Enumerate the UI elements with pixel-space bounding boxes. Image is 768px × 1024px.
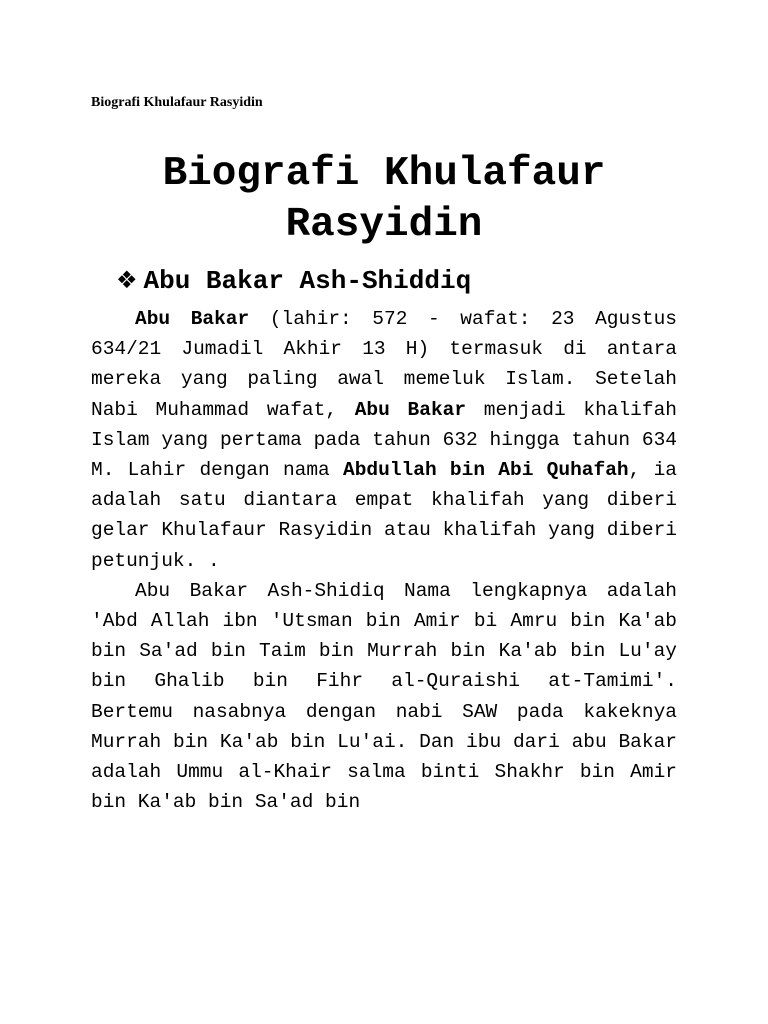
document-title: Biografi Khulafaur Rasyidin [162,151,606,248]
bold-name-abu-bakar: Abu Bakar [135,308,250,330]
body-text [91,304,677,817]
paragraph-1-text-b: menjadi khalifah Islam yang pertama pada tahun 632 hingga tahun 634 M. Lahir dengan nama [91,398,677,482]
section-heading [116,262,471,299]
paragraph-1-text-c: , ia adalah satu diantara empat khalifah yang diberi gelar Khulafaur Rasyidin atau khalifah yang diberi petunjuk. . [91,459,677,572]
paragraph-1 [91,304,677,576]
paragraph-1-text-a: (lahir: 572 - wafat: 23 Agustus 634/21 Jumadil Akhir 13 H) termasuk di antara mereka yang paling awal memeluk Islam. Setelah Nabi Muhammad wafat, [91,308,677,421]
diamond-bullet-icon: ❖ [116,266,138,294]
paragraph-2: Abu Bakar Ash-Shidiq Nama lengkapnya adalah 'Abd Allah ibn 'Utsman bin Amir bi Amru bin Ka'ab bin Sa'ad bin Taim bin Murrah bin Ka'ab bin Lu'ay bin Ghalib bin Fihr al-Quraishi at-Tamimi'. Bertemu nasabnya dengan nabi SAW pada kakeknya Murrah bin Ka'ab bin Lu'ai. Dan ibu dari abu Bakar adalah Ummu al-Khair salma binti Shakhr bin Amir bin Ka'ab bin Sa'ad bin [91,579,677,814]
section-heading-text: Abu Bakar Ash-Shiddiq [143,266,472,296]
bold-birth-name: Abdullah bin Abi Quhafah [343,459,629,482]
running-header: Biografi Khulafaur Rasyidin [91,95,263,110]
bold-name-abu-bakar-2: Abu Bakar [354,398,467,421]
